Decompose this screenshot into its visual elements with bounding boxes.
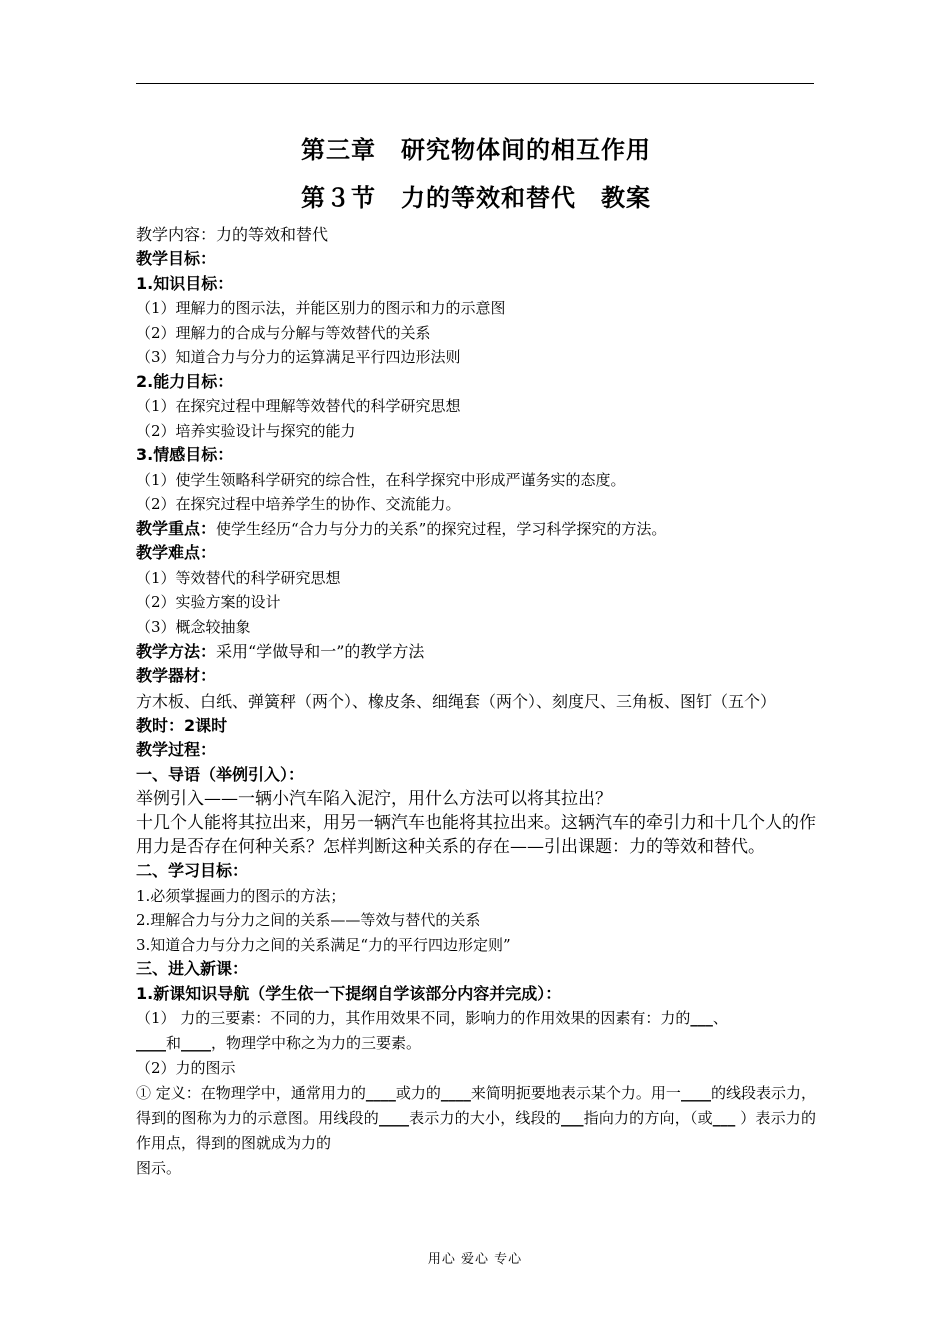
- def-text: ）表示力的作用点，得到的图就成为力的: [136, 1108, 816, 1152]
- emotion-item: （1）使学生领略科学研究的综合性，在科学探究中形成严谨务实的态度。: [136, 470, 626, 489]
- equipment-heading: 教学器材：: [136, 666, 217, 685]
- emotion-item: （2）在探究过程中培养学生的协作、交流能力。: [136, 495, 461, 513]
- key-point-label: 教学重点：: [136, 518, 217, 538]
- knowledge-item: （1）理解力的图示法，并能区别力的图示和力的示意图: [136, 299, 506, 317]
- def-text: 的线段表示力，得到的图称为力的示意图。用线段的: [136, 1083, 816, 1127]
- section-title: 第３节 力的等效和替代 教案: [301, 184, 651, 212]
- difficulty-heading: 教学难点：: [136, 543, 217, 562]
- emotion-heading: 3.情感目标：: [136, 445, 234, 464]
- page-footer: 用心 爱心 专心: [427, 1252, 523, 1267]
- method-value: 采用“学做导和一”的教学方法: [216, 642, 425, 661]
- learning-goal: 1.必须掌握画力的图示的方法；: [136, 886, 346, 905]
- definition-end: 图示。: [136, 1158, 182, 1177]
- ability-heading: 2.能力目标：: [136, 371, 234, 391]
- definition-paragraph: [136, 1081, 816, 1156]
- fill-blank: ____: [181, 1034, 212, 1052]
- question-three-elements: [136, 1006, 816, 1056]
- document-body: [136, 126, 816, 1180]
- def-text: 或力的: [395, 1083, 441, 1102]
- teaching-method: [136, 639, 816, 664]
- def-text: 来简明扼要地表示某个力。用一: [470, 1083, 681, 1102]
- content-label: 教学内容：: [136, 225, 217, 244]
- q1-text: ，物理学中称之为力的三要素。: [211, 1034, 422, 1052]
- key-point-value: 使学生经历“合力与分力的关系”的探究过程，学习科学探究的方法。: [216, 519, 667, 538]
- key-point: [136, 517, 816, 542]
- goals-heading: 教学目标：: [136, 249, 217, 268]
- q1-text: 和: [166, 1034, 182, 1052]
- part1-line1: 举例引入——一辆小汽车陷入泥泞，用什么方法可以将其拉出？: [136, 789, 612, 809]
- knowledge-item: （2）理解力的合成与分解与等效替代的关系: [136, 323, 431, 342]
- learning-goal: 2.理解合力与分力之间的关系——等效与替代的关系: [136, 911, 481, 929]
- knowledge-item: （3）知道合力与分力的运算满足平行四边形法则: [136, 348, 461, 366]
- difficulty-item: （2）实验方案的设计: [136, 593, 281, 611]
- part2-heading: 二、学习目标：: [136, 861, 249, 880]
- def-text: ① 定义：在物理学中，通常用力的: [136, 1083, 366, 1102]
- difficulty-item: （1）等效替代的科学研究思想: [136, 568, 341, 587]
- ability-item: （2）培养实验设计与探究的能力: [136, 421, 356, 440]
- q1-text: 、: [712, 1009, 728, 1027]
- def-text: 指向力的方向，（或: [583, 1108, 713, 1127]
- learning-goal: 3.知道合力与分力之间的关系满足“力的平行四边形定则”: [136, 935, 511, 954]
- part3-subheading: 1.新课知识导航（学生依一下提纲自学该部分内容并完成）：: [136, 983, 562, 1003]
- fill-blank: ____: [365, 1083, 396, 1102]
- part3-heading: 三、进入新课：: [136, 959, 249, 978]
- process-heading: 教学过程：: [136, 740, 217, 759]
- fill-blank: ____: [680, 1083, 711, 1102]
- ability-item: （1）在探究过程中理解等效替代的科学研究思想: [136, 397, 461, 415]
- part1-heading: 一、导语（举例引入）：: [136, 764, 305, 784]
- fill-blank: ____: [136, 1034, 166, 1052]
- content-value: 力的等效和替代: [216, 225, 329, 244]
- q1-text: （1） 力的三要素：不同的力，其作用效果不同，影响力的作用效果的因素有：力的: [136, 1009, 691, 1027]
- method-label: 教学方法：: [136, 642, 217, 661]
- part1-line2: 十几个人能将其拉出来，用另一辆汽车也能将其拉出来。这辆汽车的牵引力和十几个人的作用力是否存在何种关系？怎样判断这种关系的存在——引出课题：力的等效和替代。: [136, 813, 816, 857]
- knowledge-heading: 1.知识目标：: [136, 273, 234, 293]
- fill-blank: ___: [560, 1108, 584, 1127]
- fill-blank: ____: [440, 1083, 471, 1102]
- fill-blank: ____: [378, 1108, 409, 1127]
- header-rule: [136, 83, 814, 84]
- chapter-title: 第三章 研究物体间的相互作用: [301, 136, 651, 164]
- equipment-list: 方木板、白纸、弹簧秤（两个）、橡皮条、细绳套（两个）、刻度尺、三角板、图钉（五个）: [136, 691, 777, 711]
- fill-blank: ___: [690, 1009, 713, 1027]
- teaching-hours: 教时：2课时: [136, 715, 228, 735]
- question-force-diagram: （2）力的图示: [136, 1059, 236, 1077]
- teaching-content: [136, 222, 816, 247]
- difficulty-item: （3）概念较抽象: [136, 617, 251, 636]
- def-text: 表示力的大小，线段的: [408, 1108, 561, 1127]
- fill-blank: ___: [712, 1108, 736, 1127]
